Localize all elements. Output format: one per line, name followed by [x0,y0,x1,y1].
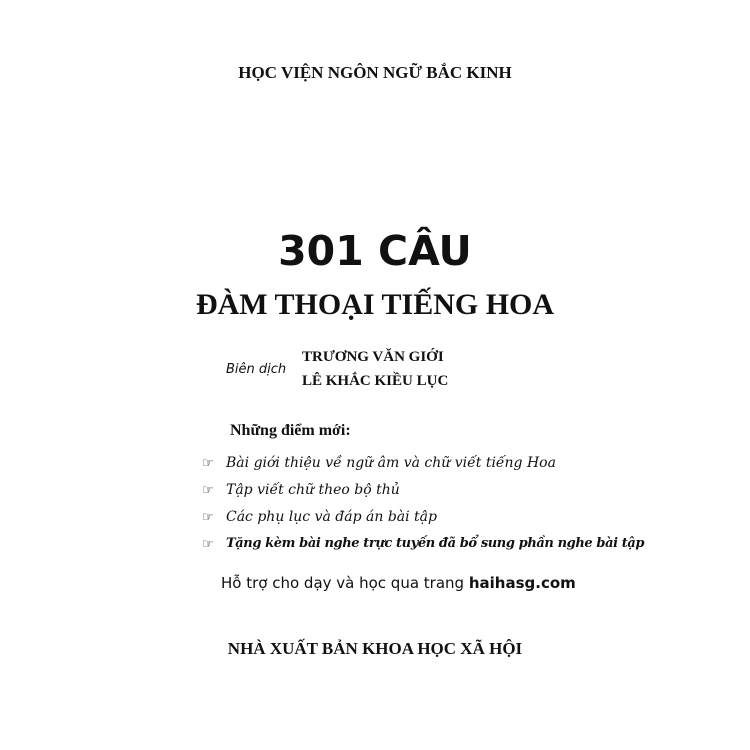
translator-1: TRƯƠNG VĂN GIỚI [302,349,444,365]
support-line [221,574,576,592]
feature-item: Tập viết chữ theo bộ thủ [226,482,400,498]
website-link: haihasg.com [468,574,576,592]
features-heading: Những điểm mới: [230,422,351,439]
book-subtitle: ĐÀM THOẠI TIẾNG HOA [195,288,555,321]
translator-label: Biên dịch [226,362,287,377]
feature-item: Bài giới thiệu về ngữ âm và chữ viết tiếng Hoa [226,455,556,471]
pointing-hand-icon: ☞ [202,483,214,498]
institute-name: HỌC VIỆN NGÔN NGỮ BẮC KINH [238,63,512,82]
pointing-hand-icon: ☞ [202,456,214,471]
book-title: 301 CÂU [278,227,472,275]
feature-item: Tặng kèm bài nghe trực tuyến đã bổ sung phần nghe bài tập [226,536,645,551]
publisher-name: NHÀ XUẤT BẢN KHOA HỌC XÃ HỘI [227,639,523,658]
translator-2: LÊ KHẮC KIỀU LỤC [302,373,449,389]
pointing-hand-icon: ☞ [202,510,214,525]
pointing-hand-icon: ☞ [202,537,214,552]
feature-item: Các phụ lục và đáp án bài tập [226,509,437,525]
support-text: Hỗ trợ cho dạy và học qua trang [221,574,465,592]
